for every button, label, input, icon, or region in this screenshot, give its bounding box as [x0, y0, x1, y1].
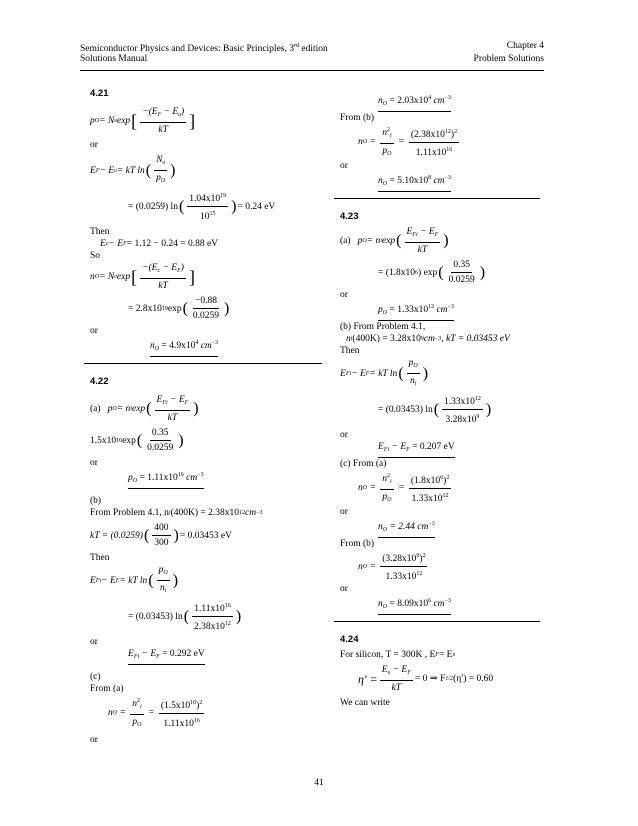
text-so: So	[90, 251, 101, 261]
eq-efi-ef-value-423: = (0.03453) ln ( $\frac{1.33x10^{12}}{3.28x10^9}$ )	[340, 393, 540, 426]
left-column	[90, 78, 322, 746]
problem-4-23-heading: 4.23	[340, 211, 359, 222]
text-or: or	[340, 430, 348, 440]
text-from-b: From (b)	[340, 113, 375, 123]
section-divider	[84, 363, 322, 364]
section-divider	[334, 198, 540, 199]
eq-efi-ef: E Fi − E F = kT ln ( $\frac{p_O}{n_i}$ )	[90, 565, 179, 594]
eq-po-ni-exp: (a) p O = n i exp ( $\frac{E_{Fi} - E_F}{kT}$ )	[90, 395, 199, 423]
text-c: (c)	[90, 672, 101, 682]
text-from-b: From (b)	[340, 539, 375, 549]
page-number: 41	[314, 778, 324, 788]
text-b: (b)	[90, 496, 102, 506]
eq-no-from-b: n O = $\frac{n^2_i}{p_O}$ = $\frac{(2.38x10^{12})^2}{1.11x10^{16}}$	[340, 124, 540, 160]
result-po-423: $p_O = 1.33x10^{12}$ $cm^{-3}$	[340, 301, 540, 321]
text-b-from-problem: (b) From Problem 4.1,	[340, 322, 426, 332]
text-for-silicon: For silicon, T = 300K , E F = E υ	[340, 650, 456, 660]
eq-ef-ev-value: = (0.0259) ln ( $\frac{1.04x10^{19}}{10^{15}}$ ) = 0.24 eV	[90, 190, 322, 223]
text-from-problem-4-1: From Problem 4.1, n i (400K) = 2.38x10 12 cm −3	[90, 508, 263, 518]
result-no-c: $n_O = 2.44$ $cm^{-3}$	[340, 518, 540, 538]
eq-efi-ef-value: = (0.03453) ln ( $\frac{1.11x10^{16}}{2.38x10^{12}}$ )	[90, 600, 322, 633]
right-column	[340, 78, 540, 709]
result-efi-ef: $E_{Fi} - E_F = 0.292$ eV	[90, 648, 322, 665]
eq-eta-prime: η′ = $\frac{E_\upsilon - E_F}{kT}$ = 0 ⇒ F 1/2 (η′) = 0.60	[358, 665, 494, 693]
problem-4-22-heading: 4.22	[90, 376, 109, 387]
text-from-a: From (a)	[90, 684, 124, 694]
problem-4-24-heading: 4.24	[340, 634, 359, 645]
text-or: or	[340, 290, 348, 300]
text-c-from-a: (c) From (a)	[340, 459, 387, 469]
eq-ec-ef: E c − E F = 1.12 − 0.24 = 0.88 eV	[100, 239, 219, 249]
eq-no-from-a-423: n O = $\frac{n^2_i}{p_O}$ = $\frac{(1.8x10^6)^2}{1.33x10^{12}}$	[340, 470, 540, 506]
eq-po-nv-exp: p O = N υ exp [ $\frac{-(E_F - E_\upsilon)}{kT}$ ]	[90, 107, 196, 135]
text-then: Then	[90, 227, 110, 237]
text-or: or	[90, 637, 98, 647]
text-we-can-write: We can write	[340, 698, 390, 708]
header-title: Semiconductor Physics and Devices: Basic Principles, 3rd edition	[80, 43, 328, 54]
eq-no-nc-exp: n O = N c exp [ $\frac{-(E_c - E_F)}{kT}$ ]	[90, 263, 195, 291]
eq-no-from-a: n O = $\frac{n^2_i}{p_O}$ = $\frac{(1.5x10^{10})^2}{1.11x10^{16}}$	[90, 695, 322, 731]
result-no-a: $n_O = 2.03x10^4$ $cm^{-3}$	[340, 92, 540, 112]
header-chapter: Chapter 4	[506, 41, 544, 51]
problem-4-21-heading: 4.21	[90, 88, 109, 99]
text-or: or	[90, 140, 98, 150]
header-section: Problem Solutions	[473, 54, 544, 64]
text-or: or	[340, 584, 348, 594]
text-or: or	[340, 161, 348, 171]
section-divider	[334, 621, 540, 622]
result-po: $p_O = 1.11x10^{16}$ $cm^{-3}$	[90, 469, 322, 489]
text-or: or	[90, 326, 98, 336]
result-no-d: $n_O = 8.09x10^6$ $cm^{-3}$	[340, 595, 540, 615]
eq-po-value-423: = (1.8x10 6 ) exp ( $\frac{0.35}{0.0259}$ )	[378, 260, 486, 285]
header-subtitle: Solutions Manual	[80, 54, 148, 64]
eq-no-value: = 2.8x10 19 exp ( $\frac{-0.88}{0.0259}$ )	[128, 296, 230, 321]
result-efi-ef-423: $E_{Fi} - E_F = 0.207$ eV	[340, 441, 540, 458]
eq-po-ni-exp-423: (a) p O = n i exp ( $\frac{E_{Fi} - E_F}{kT}$ )	[340, 227, 449, 255]
eq-efi-ef-423: E Fi − E F = kT ln ( $\frac{p_O}{n_i}$ )	[340, 358, 429, 387]
eq-ni-400k: n i (400K) = 3.28x10 9 cm −3 , kT = 0.03453 eV	[346, 334, 510, 344]
result-no: $n_O = 4.9x10^4$ $cm^{-3}$	[90, 337, 322, 357]
text-or: or	[90, 458, 98, 468]
result-no-b: $n_O = 5.10x10^8$ $cm^{-3}$	[340, 172, 540, 192]
text-then: Then	[90, 553, 110, 563]
text-or: or	[340, 507, 348, 517]
eq-ef-ev: E F − E υ = kT ln ( $\frac{N_\upsilon}{p_O}$ )	[90, 155, 176, 184]
eq-no-from-b-423: n O = $\frac{(3.28x10^9)^2}{1.33x10^{12}}$	[340, 550, 540, 583]
eq-kt-value: kT = (0.0259) ( $\frac{400}{300}$ ) = 0.03453 eV	[90, 523, 232, 548]
header-rule	[80, 70, 544, 71]
text-then: Then	[340, 346, 360, 356]
eq-po-value: 1.5x10 10 exp ( $\frac{0.35}{0.0259}$ )	[90, 428, 184, 453]
text-or: or	[90, 735, 98, 745]
